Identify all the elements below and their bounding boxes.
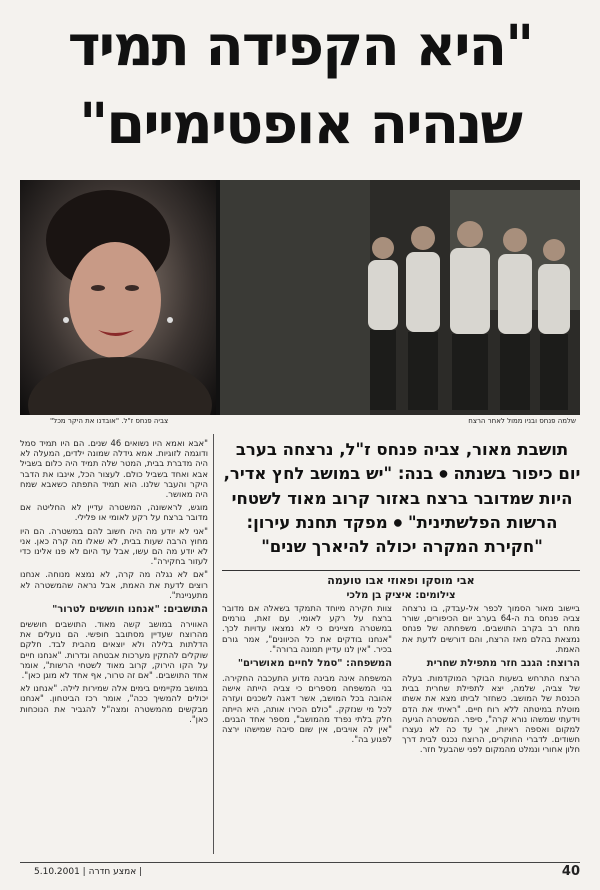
lead-paragraph	[222, 438, 582, 560]
paragraph: הרצח התרחש בשעות הבוקר המוקדמות. בעלה של צביה, שלמה, יצא לתפילת שחרית בבית הכנסת של המושב. כשחזר לביתו מצא את אשתו מוטלת במיטתה ללא רוח חיים. "ראיתי את הדם וידעתי שמשהו נורא קרה", סיפר. המשטרה הגיעה למקום ואספה ראיות, אך עד כה לא נעצרו חשודים. לדברי החוקרים, הרוצח נכנס לבית דרך חלון אחורי ונמלט מהמקום לפני שהבעל חזר.	[402, 673, 580, 755]
paragraph: "אם לא נגלה מה קרה, לא נמצא מנוחה. אנחנו רוצים לדעת את האמת, אבל נראה שהמשטרה לא מתעניינת".	[20, 569, 208, 600]
headline-line-2: שנהיה אופטימיים"	[79, 92, 521, 157]
paragraph: "אני לא יודע מה היה חשוב להם במשטרה. הם היו מחוץ הרבה שעות בבית, לא שאלו מה קרה כאן. אני לא יודע מה הם עשו, אבל עד היום לא פנו אלינו כדי לעזור בחקירה".	[20, 525, 208, 567]
paragraph: צוות חקירה מיוחד התמקד בשאלה אם מדובר ברצח על רקע לאומי. עם זאת, גורמים במשטרה מציינים כי לא נמצאו עדויות לכך. "אנחנו בודקים את כל הכיוונים", אמר גורם בכיר. "אין לנו עדיין תמונה ברורה".	[222, 603, 392, 654]
article-column-right	[402, 603, 580, 856]
byline	[222, 570, 580, 603]
article-column-left	[20, 438, 208, 856]
column-divider	[213, 434, 214, 854]
portrait-photo	[20, 180, 216, 415]
article-column-middle	[222, 603, 392, 856]
paragraph: ביישוב מאור הסמוך לכפר אל-עבדק, בו נרצחה צביה פנחס בת ה-64 בערב יום הכיפורים, שורר מתח רב בקרב התושבים. משפחתה של פנחס נמצאת בהלם מאז הרצח, והם דורשים לדעת את האמת.	[402, 603, 580, 654]
headline-line-1: "היא הקפידה תמיד	[67, 14, 533, 79]
photo-strip	[20, 180, 580, 415]
headline	[20, 8, 580, 166]
paragraph: מוגש, לראשונה, המשטרה עדיין לא החליטה אם מדובר ברצח על רקע לאומי או פלילי.	[20, 502, 208, 523]
lead-part-2: בנה: "יש במושב לחץ אדיר, היות שמדובר ברצח באזור קרוב מאוד לשטחי הרשות הפלשתינית"	[223, 464, 573, 532]
family-photo	[220, 180, 580, 415]
paragraph: האווירה במושב קשה מאוד. התושבים חוששים מהרוצח שעדיין מסתובב חופשי. הם נועלים את הדלתות בלילה ולא יוצאים מהבית לבד. חלקם שוקלים להתקין מערכות אבטחה וגדרות. "אנחנו חיים על הקו הירוק, קרוב מאוד לשטחי הרשות", אומר אחד התושבים. "אם זה טרור, אף אחד לא מוגן כאן".	[20, 619, 208, 681]
caption-family: שלמה פנחס ובניו ממול לאחר הרצח	[468, 417, 576, 425]
family-illustration	[220, 180, 580, 415]
page-number: 40	[561, 864, 580, 879]
photo-credit: צילומים: איציק בן מלכי	[346, 590, 456, 601]
page-footer	[20, 862, 580, 880]
subheading: הרוצח: הגנב חזר מתפילת שחרית	[426, 658, 580, 670]
lead-part-3: מפקד תחנת עירון: "חקירת המקרה יכולה להיארך שנים"	[246, 512, 543, 556]
photo-captions	[20, 415, 580, 427]
issue-info: 5.10.2001 | אמצע חדרה |	[34, 867, 143, 877]
paragraph: במושב מקיימים בימים אלה שמירות לילה. "אנחנו לא יכולים להמשיך ככה", אומר רכז הביטחון. "אנחנו מבקשים מהמשטרה ומצה"ל להגביר את הנוכחות כאן".	[20, 683, 208, 724]
bullet-icon: ●	[393, 517, 403, 528]
portrait-illustration	[20, 180, 216, 415]
author-names: אבי מוסקו ופאוזי אבו טועמה	[222, 570, 580, 589]
bullet-icon: ●	[439, 468, 448, 480]
lead-part-1: תושבת מאור, צביה פנחס ז"ל, נרצחה בערב יום כיפור בשנתה	[235, 440, 581, 483]
subheading: התושבים: "אנחנו חוששים לטרור"	[52, 604, 208, 616]
caption-portrait: צביה פנחס ז"ל. "אובדנו את היקר מכל"	[50, 417, 169, 425]
subheading: המשפחה: "סמל לחיים מאושרים"	[237, 658, 392, 670]
paragraph: "אבא ואמא היו נשואים 46 שנים. הם היו תמיד סמל ודוגמה לזוגיות. אמא גידלה שמונה ילדים, המעלה לא היה מדברת בבית, המטר שלה תמיד היה כלום בשביל אבא ואחד בשביל כולם. לעצור הכל, אינבו את הדבר היקר והעבר שלנו. הוא תמיד התפתה כשאבא שמח היה מאושר.	[20, 438, 208, 500]
paragraph: המשפחה אינה מבינה מדוע התעכבה החקירה. בני המשפחה מספרים כי צביה הייתה אישה אהובה בכל המושב, אשר דאגה לשכנים ועזרה לכל מי שנזקק. "כולם הכירו אותה, היא הייתה חלק בלתי נפרד מהמושב", מספר אחד הבנים. "אין לה אויבים, אין שום סיבה שמישהו ירצה לפגוע בה".	[222, 673, 392, 745]
